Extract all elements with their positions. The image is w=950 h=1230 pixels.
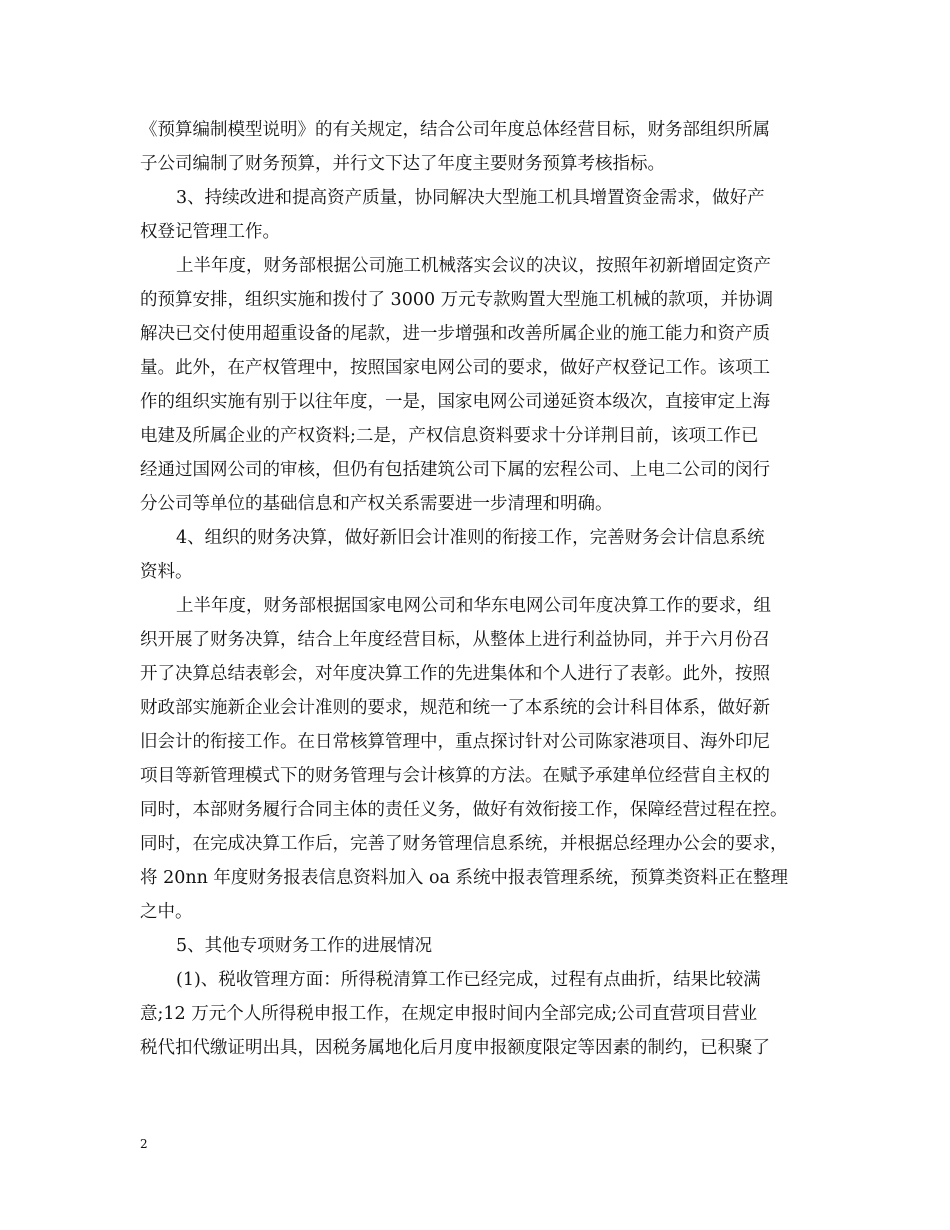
text-line: 同时，在完成决算工作后，完善了财务管理信息系统，并根据总经理办公会的要求， [140, 834, 788, 854]
text-line: 权登记管理工作。 [140, 222, 280, 242]
text-line: 解决已交付使用超重设备的尾款，进一步增强和改善所属企业的施工能力和资产质 [140, 324, 770, 344]
text-line: 作的组织实施有别于以往年度，一是，国家电网公司递延资本级次，直接审定上海 [140, 392, 770, 412]
text-line: 资料。 [140, 562, 193, 582]
text-line: 量。此外，在产权管理中，按照国家电网公司的要求，做好产权登记工作。该项工 [140, 358, 770, 378]
text-line: 之中。 [140, 902, 193, 922]
text-line: 5、其他专项财务工作的进展情况 [176, 936, 433, 956]
text-line: 财政部实施新企业会计准则的要求，规范和统一了本系统的会计科目体系，做好新 [140, 698, 770, 718]
document-body [140, 113, 828, 1065]
text-line: (1)、税收管理方面：所得税清算工作已经完成，过程有点曲折，结果比较满 [176, 970, 761, 990]
text-line: 3、持续改进和提高资产质量，协同解决大型施工机具增置资金需求，做好产 [176, 188, 765, 208]
text-line: 旧会计的衔接工作。在日常核算管理中，重点探讨针对公司陈家港项目、海外印尼 [140, 732, 770, 752]
text-line: 电建及所属企业的产权资料;二是，产权信息资料要求十分详荆目前，该项工作已 [140, 426, 759, 446]
text-line: 《预算编制模型说明》的有关规定，结合公司年度总体经营目标，财务部组织所属 [140, 120, 770, 140]
text-line: 子公司编制了财务预算，并行文下达了年度主要财务预算考核指标。 [140, 154, 665, 174]
page-number: 2 [140, 1137, 148, 1151]
text-line: 经通过国网公司的审核，但仍有包括建筑公司下属的宏程公司、上电二公司的闵行 [140, 460, 770, 480]
text-line: 开了决算总结表彰会，对年度决算工作的先进集体和个人进行了表彰。此外，按照 [140, 664, 770, 684]
text-line: 4、组织的财务决算，做好新旧会计准则的衔接工作，完善财务会计信息系统 [176, 528, 765, 548]
text-line: 织开展了财务决算，结合上年度经营目标，从整体上进行利益协同，并于六月份召 [140, 630, 770, 650]
text-line: 同时，本部财务履行合同主体的责任义务，做好有效衔接工作，保障经营过程在控。 [140, 800, 788, 820]
text-line: 意;12 万元个人所得税申报工作，在规定申报时间内全部完成;公司直营项目营业 [140, 1004, 758, 1024]
text-line: 上半年度，财务部根据公司施工机械落实会议的决议，按照年初新增固定资产 [176, 256, 771, 276]
text-line: 将 20nn 年度财务报表信息资料加入 oa 系统中报表管理系统，预算类资料正在整理 [140, 868, 789, 888]
text-line: 分公司等单位的基础信息和产权关系需要进一步清理和明确。 [140, 494, 613, 514]
text-line: 项目等新管理模式下的财务管理与会计核算的方法。在赋予承建单位经营自主权的 [140, 766, 770, 786]
text-line: 的预算安排，组织实施和拨付了 3000 万元专款购置大型施工机械的款项，并协调 [140, 290, 774, 310]
text-line: 税代扣代缴证明出具，因税务属地化后月度申报额度限定等因素的制约，已积聚了 [140, 1038, 770, 1058]
text-line: 上半年度，财务部根据国家电网公司和华东电网公司年度决算工作的要求，组 [176, 596, 771, 616]
